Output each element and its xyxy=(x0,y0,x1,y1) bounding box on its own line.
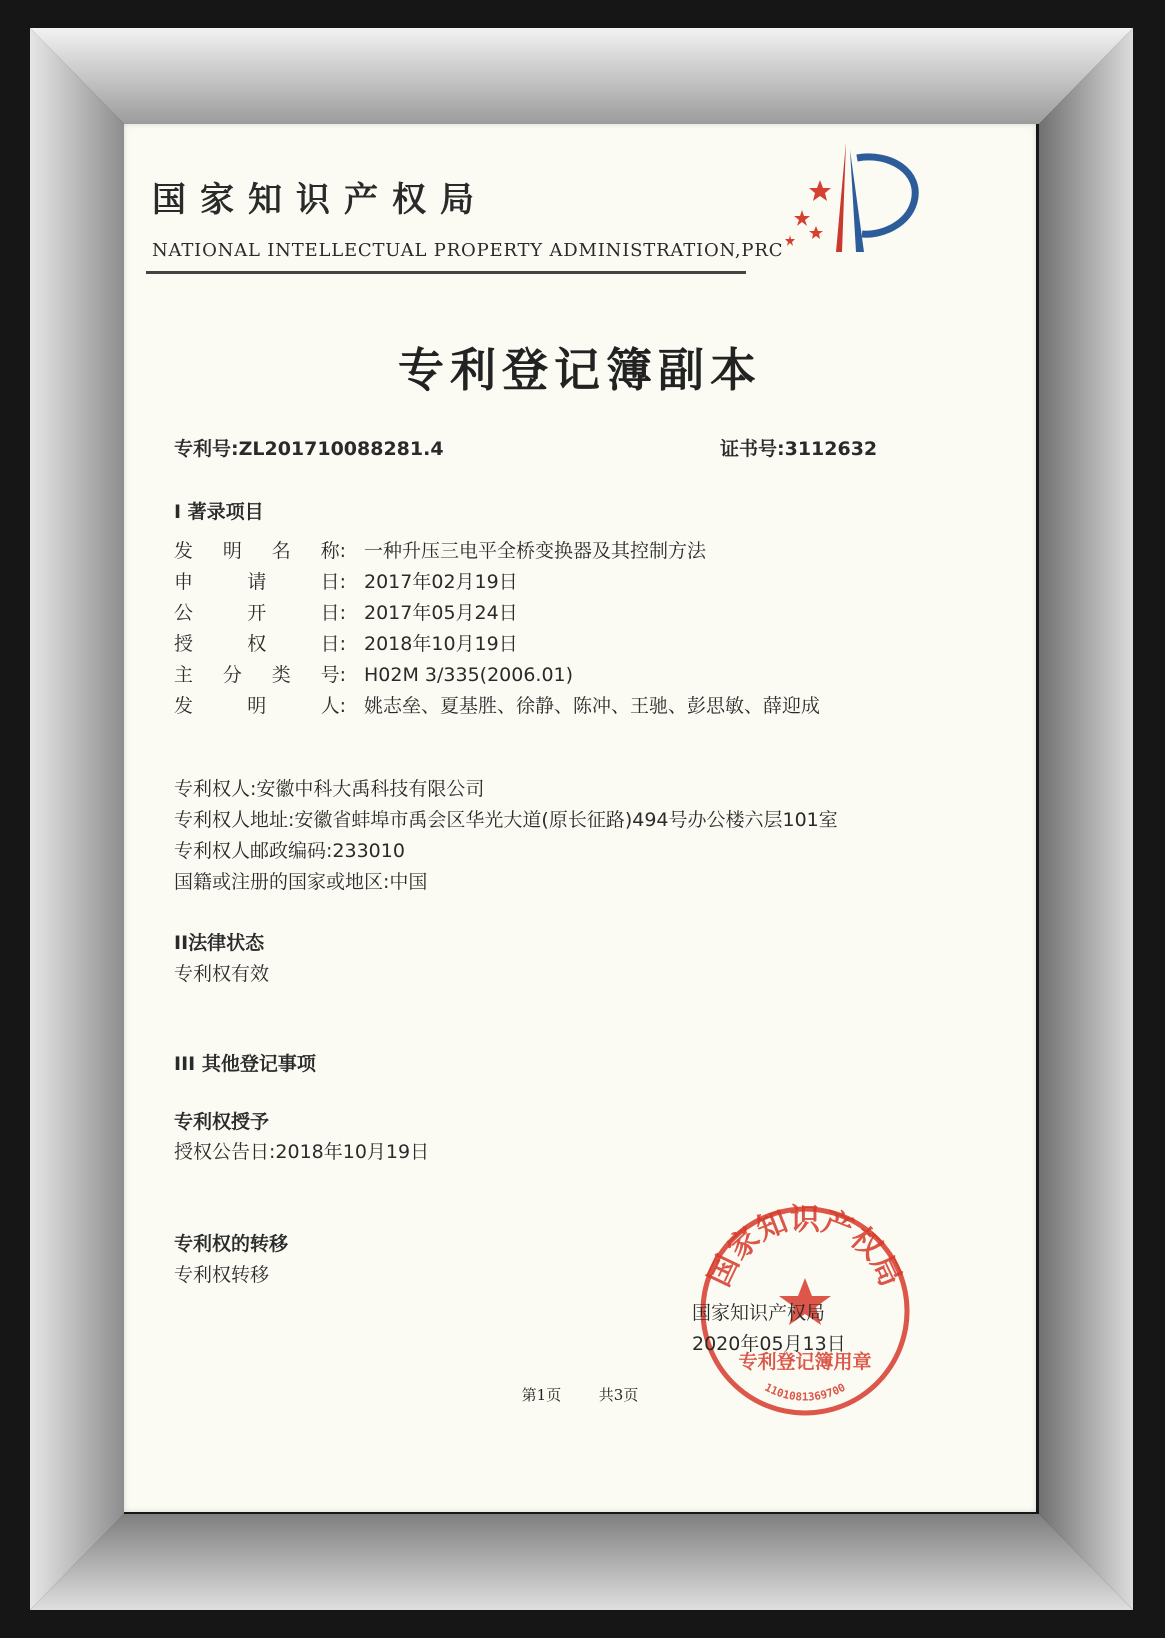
field-value: 2017年02月19日 xyxy=(364,571,518,593)
field-label: 公 开 日: xyxy=(174,602,346,624)
certificate-paper xyxy=(124,124,1036,1512)
page-number: 第1页 xyxy=(521,1386,562,1404)
header-org-en: NATIONAL INTELLECTUAL PROPERTY ADMINISTRATION,PRC xyxy=(152,240,784,261)
legal-status: 专利权有效 xyxy=(174,963,270,985)
cnipa-logo-icon xyxy=(772,140,922,265)
field-row-invention-name xyxy=(174,536,864,566)
transfer-text: 专利权转移 xyxy=(174,1264,270,1286)
field-row-classification xyxy=(174,660,864,690)
field-row-publication-date xyxy=(174,598,864,628)
seal-date: 2020年05月13日 xyxy=(692,1333,846,1355)
seal-label: 专利登记簿用章 xyxy=(738,1351,872,1373)
patentee: 专利权人:安徽中科大禹科技有限公司 xyxy=(174,778,485,800)
field-label: 申 请 日: xyxy=(174,571,346,593)
header-org-cn: 国家知识产权局 xyxy=(152,180,488,220)
section-1-heading: I 著录项目 xyxy=(174,501,264,523)
field-row-grant-date xyxy=(174,629,864,659)
patent-number: 专利号:ZL201710088281.4 xyxy=(174,438,444,460)
page-total: 共3页 xyxy=(598,1386,639,1404)
field-value: 2018年10月19日 xyxy=(364,633,518,655)
field-label: 主 分 类 号: xyxy=(174,664,346,686)
document-title: 专利登记簿副本 xyxy=(398,343,762,397)
patentee-country: 国籍或注册的国家或地区:中国 xyxy=(174,871,428,893)
section-3-heading: III 其他登记事项 xyxy=(174,1053,316,1075)
field-row-inventors xyxy=(174,691,854,721)
page-indicator xyxy=(124,1384,1036,1405)
certificate-number: 证书号:3112632 xyxy=(720,438,878,460)
field-value: 姚志垒、夏基胜、徐静、陈冲、王驰、彭思敏、薛迎成 xyxy=(364,695,821,717)
patentee-address: 专利权人地址:安徽省蚌埠市禹会区华光大道(原长征路)494号办公楼六层101室 xyxy=(174,809,838,831)
grant-heading: 专利权授予 xyxy=(174,1111,270,1133)
field-row-application-date xyxy=(174,567,864,597)
section-2-heading: II法律状态 xyxy=(174,932,265,954)
grant-announcement-date: 授权公告日:2018年10月19日 xyxy=(174,1141,430,1163)
field-label: 授 权 日: xyxy=(174,633,346,655)
patentee-postcode: 专利权人邮政编码:233010 xyxy=(174,840,405,862)
seal-ring-text: 国家知识产权局 xyxy=(701,1202,909,1292)
seal-code: 1101081369700 xyxy=(762,1380,848,1404)
field-label: 发 明 人: xyxy=(174,695,346,717)
field-value: H02M 3/335(2006.01) xyxy=(364,664,574,686)
field-value: 一种升压三电平全桥变换器及其控制方法 xyxy=(364,540,707,562)
field-label: 发 明 名 称: xyxy=(174,540,346,562)
header-divider xyxy=(146,271,746,274)
field-value: 2017年05月24日 xyxy=(364,602,518,624)
seal-issuer: 国家知识产权局 xyxy=(692,1302,826,1324)
transfer-heading: 专利权的转移 xyxy=(174,1233,289,1255)
